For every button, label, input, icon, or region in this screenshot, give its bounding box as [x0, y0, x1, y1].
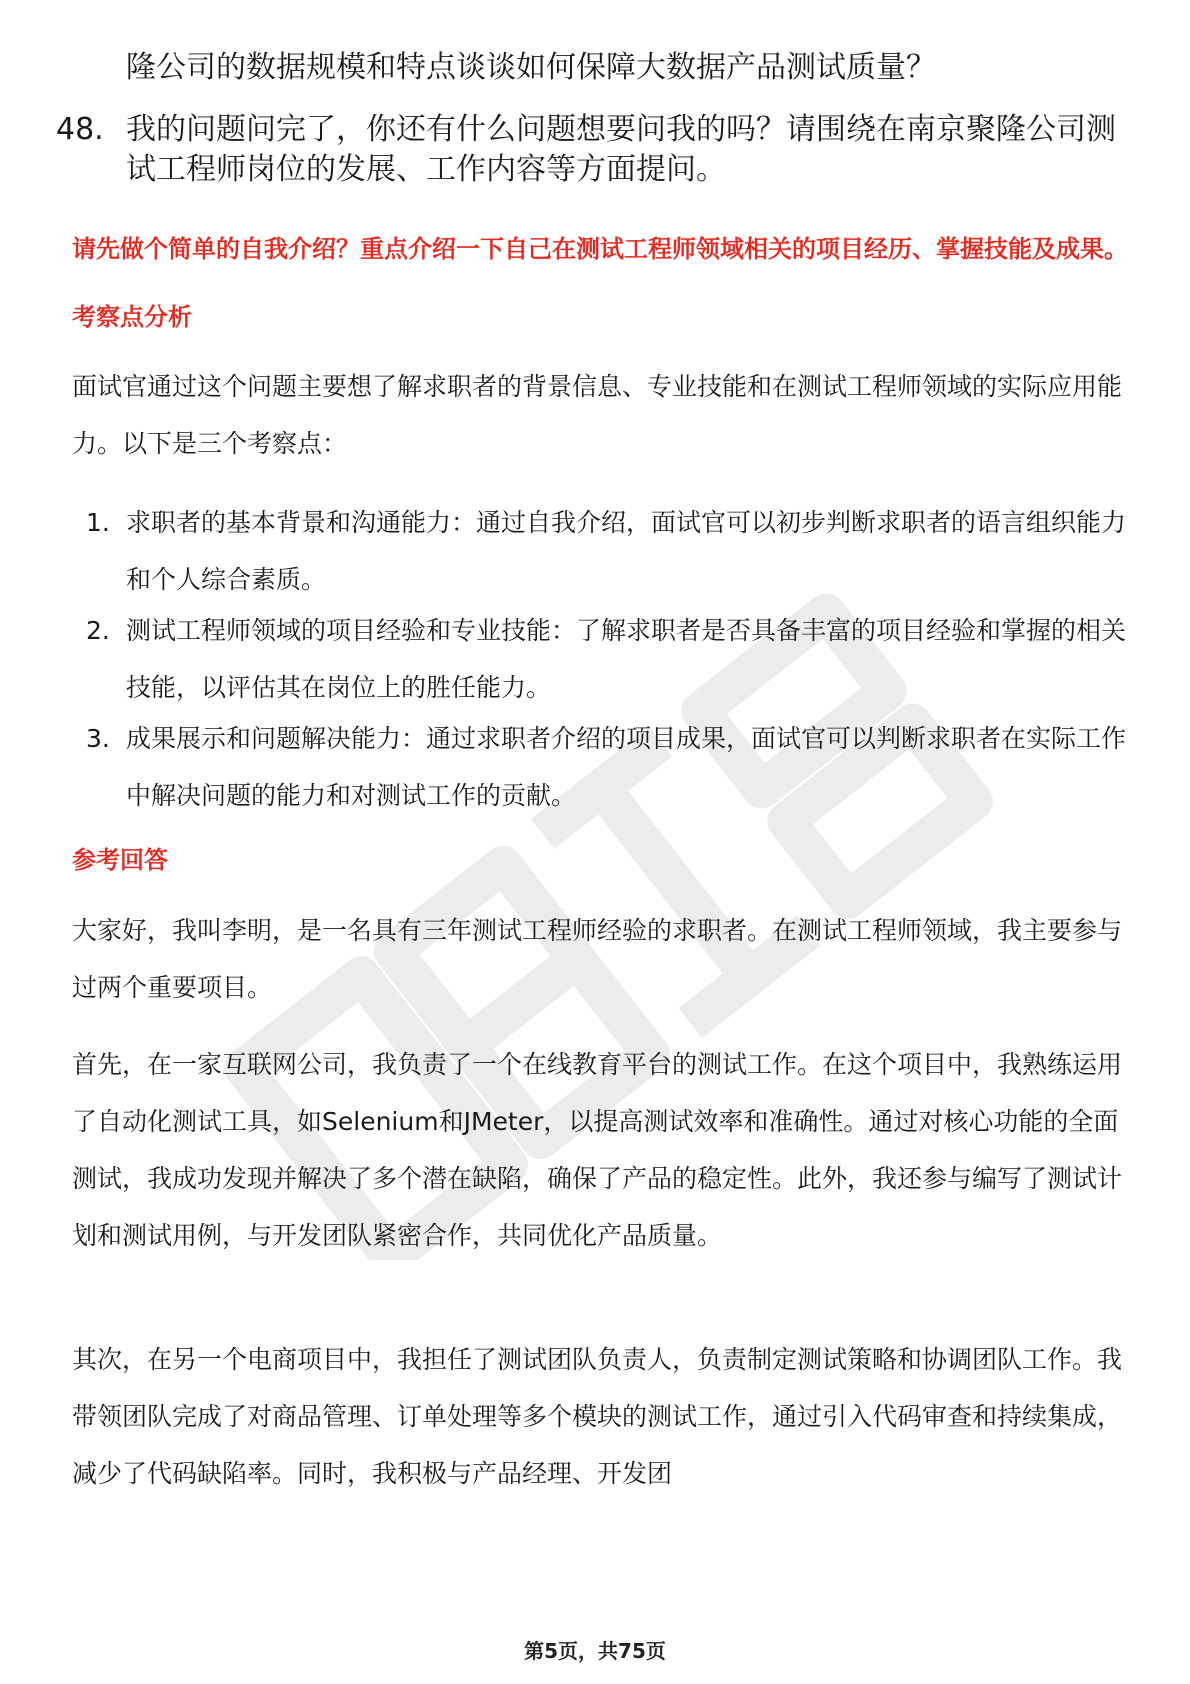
question-text: 我的问题问完了，你还有什么问题想要问我的吗？请围绕在南京聚隆公司测试工程师岗位的发展、工作内容等方面提问。: [126, 112, 1116, 187]
section-question: 请先做个简单的自我介绍？重点介绍一下自己在测试工程师领域相关的项目经历、掌握技能及成果。: [72, 235, 1128, 263]
analysis-heading: 考察点分析: [72, 303, 192, 331]
question-continuation: 隆公司的数据规模和特点谈谈如何保障大数据产品测试质量？: [126, 50, 936, 85]
list-text: 成果展示和问题解决能力：通过求职者介绍的项目成果，面试官可以判断求职者在实际工作中解决问题的能力和对测试工作的贡献。: [126, 724, 1127, 810]
list-number: 3.: [86, 724, 110, 753]
answer-paragraph-2: 首先，在一家互联网公司，我负责了一个在线教育平台的测试工作。在这个项目中，我熟练运用了自动化测试工具，如Selenium和JMeter，以提高测试效率和准确性。通过对核心功能的全面测试，我成功发现并解决了多个潜在缺陷，确保了产品的稳定性。此外，我还参与编写了测试计划和测试用例，与开发团队紧密合作，共同优化产品质量。: [72, 1050, 1123, 1250]
question-number: 48.: [56, 112, 104, 147]
list-number: 1.: [86, 508, 110, 537]
answer-heading: 参考回答: [72, 846, 168, 874]
answer-paragraph-3: 其次，在另一个电商项目中，我担任了测试团队负责人，负责制定测试策略和协调团队工作。我带领团队完成了对商品管理、订单处理等多个模块的测试工作，通过引入代码审查和持续集成，减少了代码缺陷率。同时，我积极与产品经理、开发团: [72, 1345, 1123, 1488]
answer-paragraph-1: 大家好，我叫李明，是一名具有三年测试工程师经验的求职者。在测试工程师领域，我主要参与过两个重要项目。: [72, 916, 1123, 1002]
list-text: 求职者的基本背景和沟通能力：通过自我介绍，面试官可以初步判断求职者的语言组织能力和个人综合素质。: [126, 508, 1127, 594]
analysis-intro: 面试官通过这个问题主要想了解求职者的背景信息、专业技能和在测试工程师领域的实际应用能力。以下是三个考察点：: [72, 372, 1123, 458]
list-number: 2.: [86, 616, 110, 645]
list-text: 测试工程师领域的项目经验和专业技能：了解求职者是否具备丰富的项目经验和掌握的相关技能，以评估其在岗位上的胜任能力。: [126, 616, 1127, 702]
page-footer: 第5页，共75页: [524, 1639, 666, 1663]
